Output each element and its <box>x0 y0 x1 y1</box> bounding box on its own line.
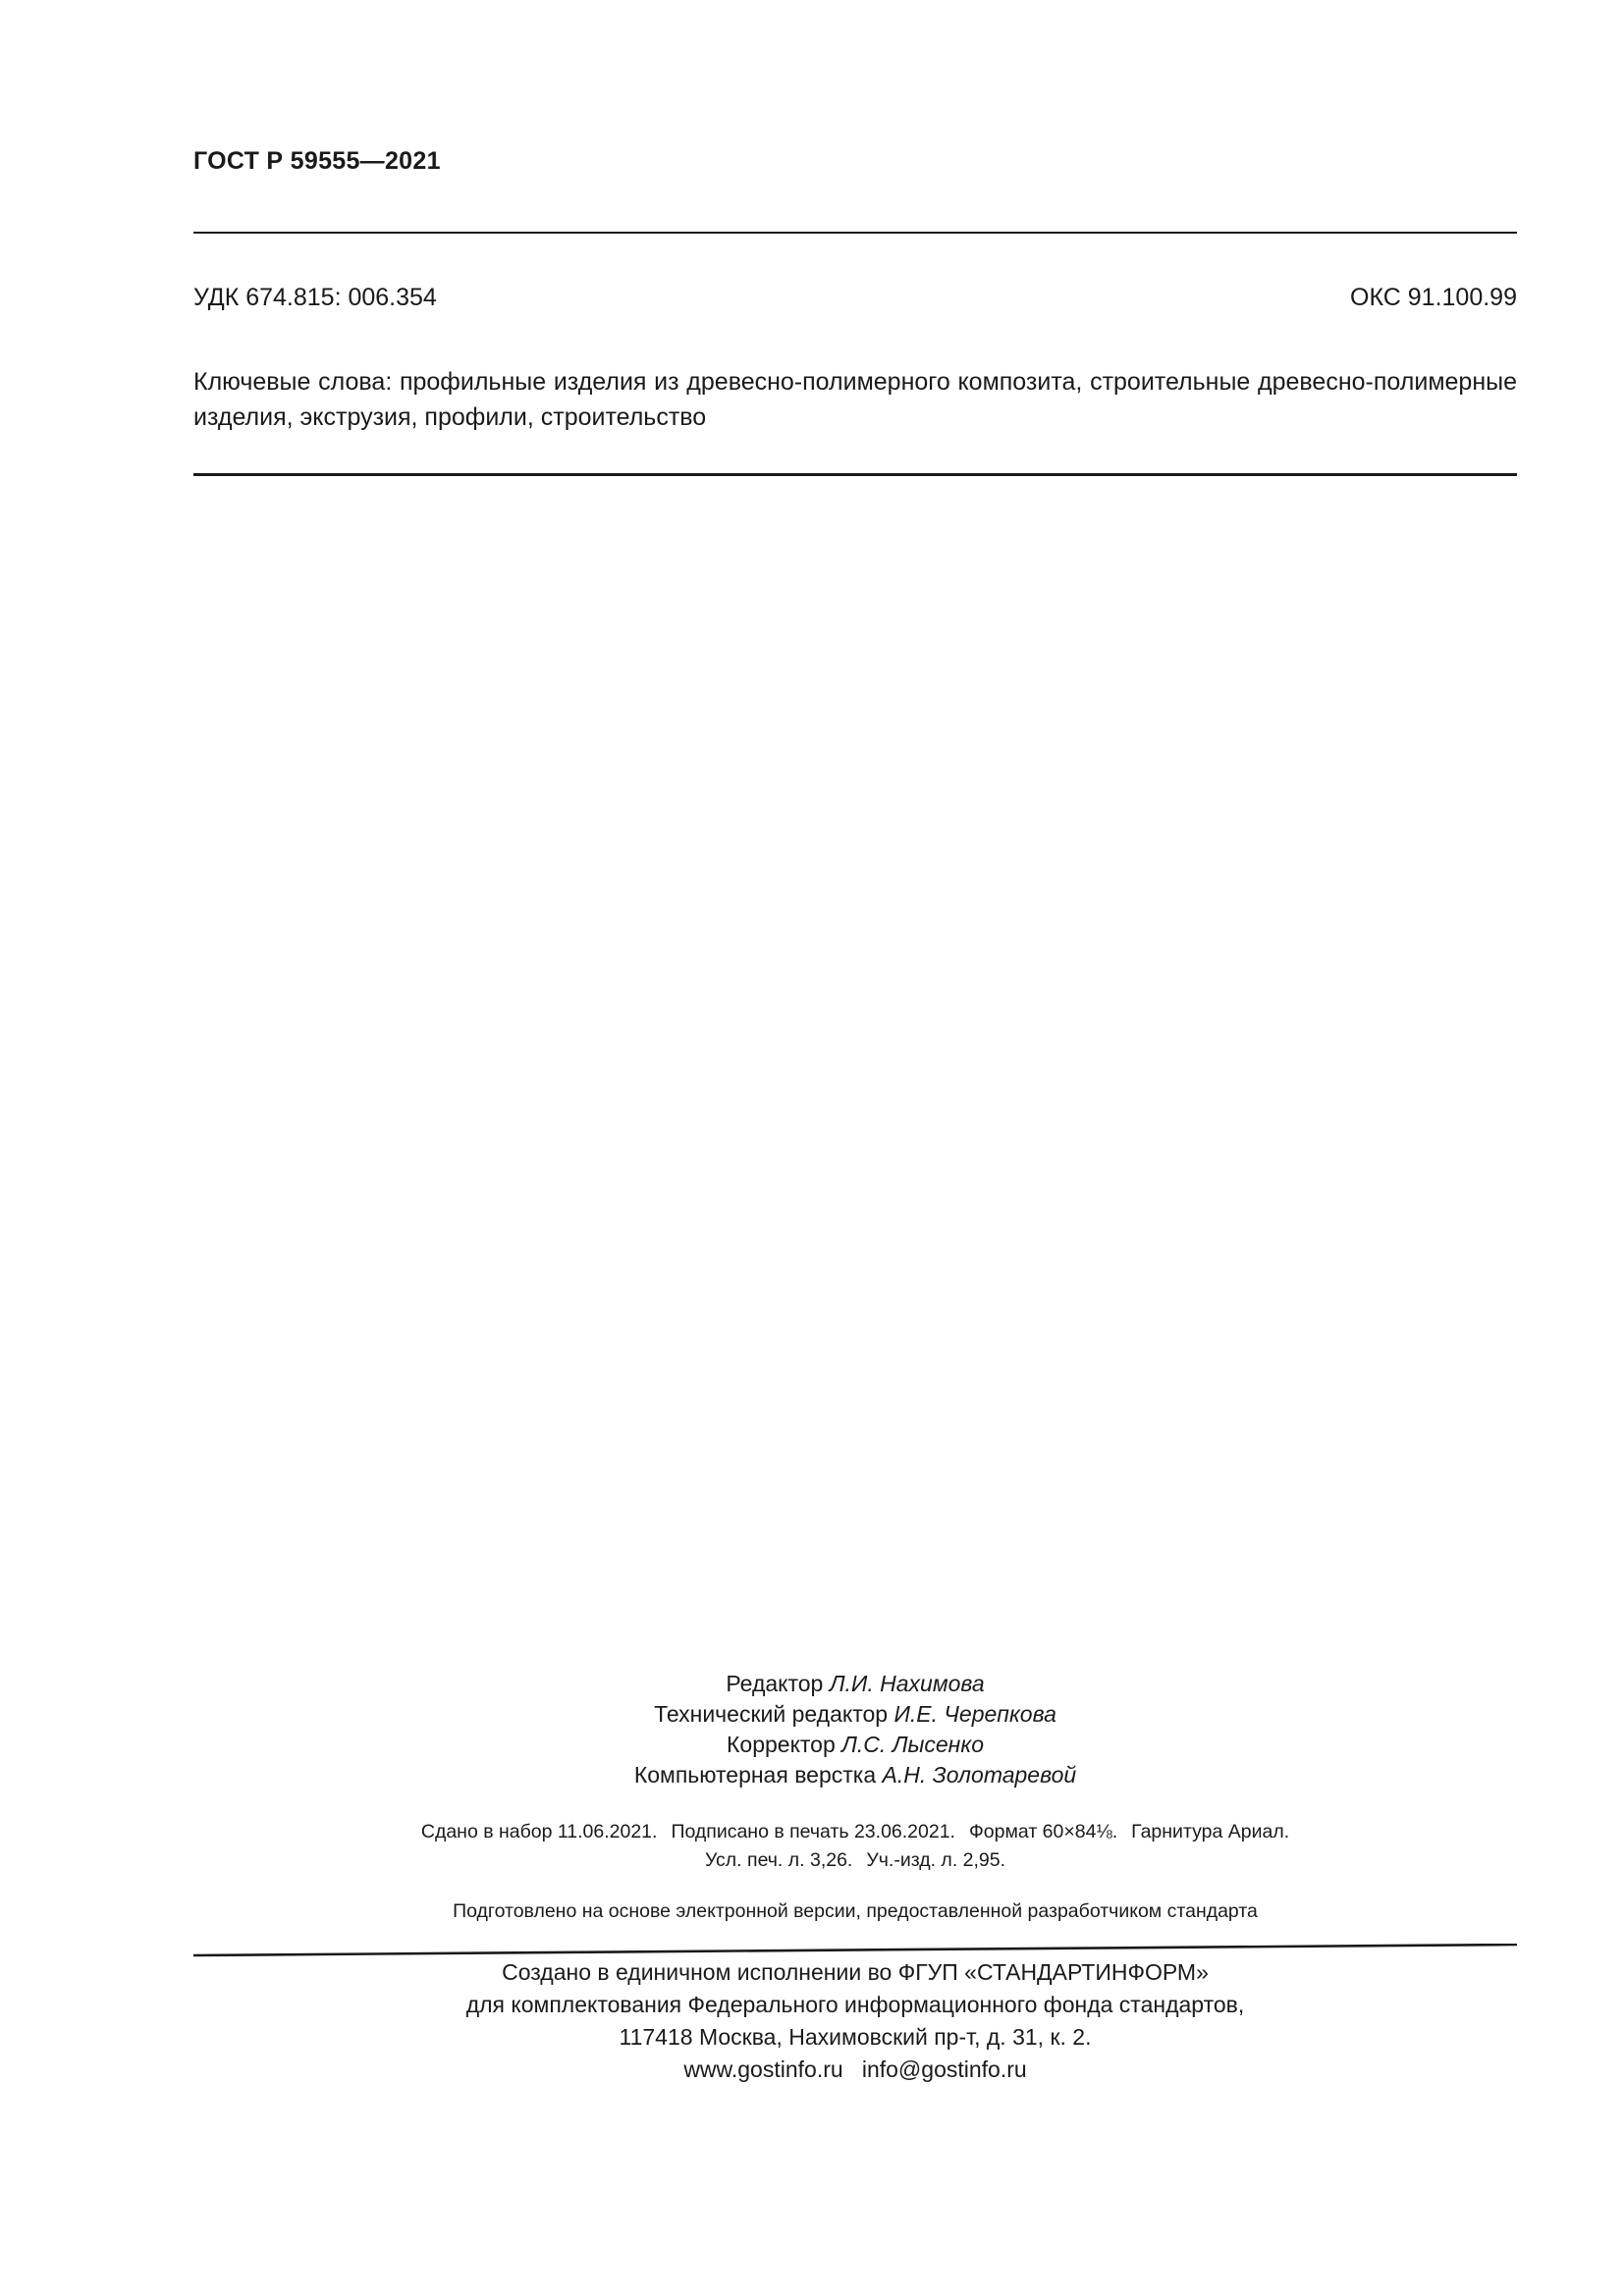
publisher-line-1: Создано в единичном исполнении во ФГУП «СТАНДАРТИНФОРМ» <box>502 1959 1209 1985</box>
signed-date: Подписано в печать 23.06.2021. <box>671 1821 955 1842</box>
credit-name: Л.С. Лысенко <box>841 1732 984 1757</box>
print-info-line-2 <box>193 1846 1517 1875</box>
credit-technical-editor <box>193 1699 1517 1730</box>
credit-role: Компьютерная верстка <box>633 1762 877 1788</box>
print-info-line-1 <box>193 1818 1517 1846</box>
website-link[interactable]: www.gostinfo.ru <box>683 2056 843 2082</box>
keywords-paragraph: Ключевые слова: профильные изделия из древесно-полимерного композита, строительные древесно-полимерные изделия, экструзия, профили, строительство <box>193 368 1517 431</box>
credits-block <box>193 1669 1517 1790</box>
credit-proofreader <box>193 1730 1517 1760</box>
credit-name: И.Е. Черепкова <box>893 1701 1056 1727</box>
imprint-divider <box>193 1944 1517 1957</box>
top-divider <box>193 232 1517 234</box>
publisher-line-2: для комплектования Федерального информационного фонда стандартов, <box>465 1992 1245 2017</box>
publisher-contacts <box>193 2054 1517 2086</box>
publisher-block <box>193 1956 1517 2086</box>
oks-code: ОКС 91.100.99 <box>1350 284 1517 311</box>
credit-name: А.Н. Золотаревой <box>882 1762 1077 1788</box>
typeface: Гарнитура Ариал. <box>1131 1821 1290 1842</box>
standard-code: ГОСТ Р 59555—2021 <box>193 147 441 175</box>
publisher-address: 117418 Москва, Нахимовский пр-т, д. 31, к. 2. <box>619 2024 1092 2050</box>
paper-format: Формат 60×84⅛. <box>968 1821 1118 1842</box>
keywords-divider <box>193 473 1517 476</box>
credit-layout <box>193 1760 1517 1790</box>
credit-role: Корректор <box>727 1732 836 1757</box>
publisher-sheets: Уч.-изд. л. 2,95. <box>866 1849 1006 1871</box>
credit-role: Технический редактор <box>654 1701 889 1727</box>
print-info <box>193 1818 1517 1875</box>
email-link[interactable]: info@gostinfo.ru <box>861 2056 1027 2082</box>
udk-code: УДК 674.815: 006.354 <box>193 284 437 311</box>
prepared-note: Подготовлено на основе электронной версии, предоставленной разработчиком стандарта <box>453 1900 1258 1922</box>
printed-sheets: Усл. печ. л. 3,26. <box>704 1849 853 1871</box>
credit-editor <box>193 1669 1517 1699</box>
credit-name: Л.И. Нахимова <box>829 1671 985 1696</box>
submitted-date: Сдано в набор 11.06.2021. <box>420 1821 658 1842</box>
credit-role: Редактор <box>726 1671 824 1696</box>
